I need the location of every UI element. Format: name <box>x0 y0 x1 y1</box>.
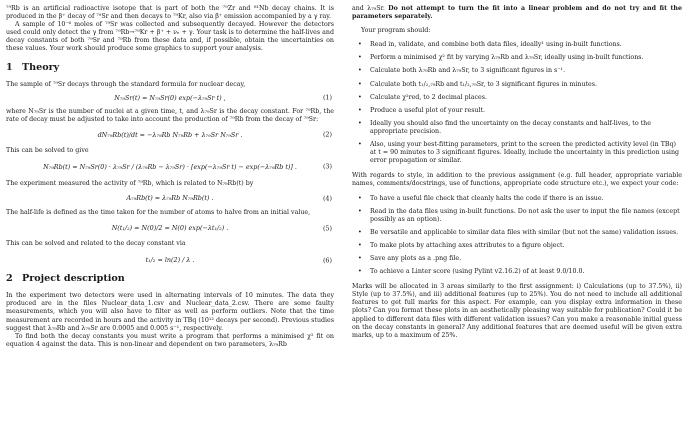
equation-6 <box>6 256 334 265</box>
section-heading-theory <box>6 62 334 74</box>
theory-paragraph-5: The half-life is defined as the time taken for the number of atoms to halve from an initial value, <box>6 209 311 217</box>
section-heading-project <box>6 273 334 285</box>
equation-5-number: (5) <box>322 224 332 233</box>
list-item: • Read in the data files using in-built functions. Do not ask the user to input the file names (except possibly as an option). <box>352 208 682 224</box>
section-number: 2 <box>6 273 13 285</box>
list-item: • Calculate both t₁/₂,₇₉Rb and t₁/₂,₇₉Sr, to 3 significant figures in minutes. <box>352 81 682 89</box>
equation-2-body: dN₇₉Rb(t)/dt = −λ₇₉Rb N₇₉Rb + λ₇₉Sr N₇₉Sr . <box>97 130 243 139</box>
theory-paragraph-4: The experiment measured the activity of ⁷⁹Rb, which is related to N₇₉Rb(t) by <box>6 179 254 187</box>
list-item: • Ideally you should also find the uncertainty on the decay constants and half-lives, to the appropriate precision. <box>352 120 682 136</box>
list-item: • To make plots by attaching axes attributes to a figure object. <box>352 242 682 250</box>
equation-6-body: t₁/₂ = ln(2) / λ . <box>145 256 195 265</box>
theory-paragraph-6: This can be solved and related to the decay constant via <box>6 240 186 248</box>
equation-6-number: (6) <box>322 256 332 265</box>
equation-3 <box>6 163 334 172</box>
section-title: Project description <box>22 273 125 285</box>
equation-4-body: A₇₉Rb(t) = λ₇₉Rb N₇₉Rb(t) . <box>126 194 214 203</box>
list-item: • Also, using your best-fitting parameters, print to the screen the predicted activity level (in TBq) at t = 90 minutes to 3 significant figures. Ideally, include the uncertainty in this prediction using error propagation or similar. <box>352 141 682 165</box>
equation-3-body: N₇₉Rb(t) = N₇₉Sr(0) · λ₇₉Sr / (λ₇₉Rb − λ₇₉Sr) · [exp(−λ₇₉Sr t) − exp(−λ₇₉Rb t)] . <box>43 162 297 171</box>
right-paragraph-3: With regards to style, in addition to the previous assignment (e.g. full header, appropriate variable names, comments/docstrings, use of functions, appropriate code structure etc.), we expect your code: <box>352 172 682 188</box>
intro-paragraph-1: ⁷⁹Rb is an artificial radioactive isotope that is part of both the ⁷⁹Zr and ⁸¹Nb decay chains. It is produced in the β⁺ decay of ⁷⁹Sr and then decays to ⁷⁹Kr, also via β⁺ emission accompanied by a γ ray. <box>6 5 334 21</box>
left-column <box>6 5 334 349</box>
theory-paragraph-3: This can be solved to give <box>6 146 89 154</box>
right-paragraph-1-text: and λ₇₉Sr. <box>352 5 389 12</box>
project-paragraph-1: In the experiment two detectors were used in alternating intervals of 10 minutes. The data they produced are in the files Nuclear_data_1.csv and Nuclear_data_2.csv. There are some faulty measurements, which you will also have to filter as well as perform outliers. Note that the time measurement are recorded in hours and the activity in TBq (10¹² decays per second). Previous studies suggest that λ₇₉Rb and λ₇₉Sr are 0.0005 and 0.005 s⁻¹, respectively. <box>6 292 334 332</box>
list-item: • Calculate both λ₇₉Rb and λ₇₉Sr, to 3 significant figures in s⁻¹. <box>352 67 682 75</box>
list-item: • Produce a useful plot of your result. <box>352 107 682 115</box>
right-column <box>352 5 682 340</box>
section-title: Theory <box>22 61 60 73</box>
right-paragraph-2: Your program should: <box>361 27 431 35</box>
right-paragraph-4: Marks will be allocated in 3 areas similarly to the first assignment: i) Calculations (up to 37.5%), ii) Style (up to 37.5%), and iii) additional features (up to 25%). You do not need to include all additional features to get full marks for this aspect. For example, can you display extra information in these plots? Can you format these plots in an aesthetically pleasing way suitable for publication? Could it be applied to different data files with different validation issues? Can you make a reasonable initial guess on the decay constants in general? Any additional features that are deemed useful will be given extra marks, up to a maximum of 25%. <box>352 283 682 339</box>
list-item: • Calculate χ²red, to 2 decimal places. <box>352 94 682 102</box>
requirements-list <box>352 41 682 165</box>
equation-4-number: (4) <box>322 194 332 203</box>
equation-2-number: (2) <box>322 130 332 139</box>
equation-2 <box>6 131 334 140</box>
equation-1-number: (1) <box>322 93 332 102</box>
right-paragraph-1-warning: Do not attempt to turn the fit into a linear problem and do not try and fit the parameters separately. <box>352 5 682 21</box>
theory-paragraph-2: where N₇₉Sr is the number of nuclei at a given time, t, and λ₇₉Sr is the decay constant. For ⁷⁹Rb, the rate of decay must be adjusted to take into account the production of ⁷⁹Rb from the decay of ⁷⁹Sr: <box>6 107 334 123</box>
style-list <box>352 195 682 277</box>
list-item: • Read in, validate, and combine both data files, ideally¹ using in-built functions. <box>352 41 682 49</box>
equation-5-body: N(t₁/₂) = N(0)/2 = N(0) exp(−λt₁/₂) . <box>111 224 229 233</box>
theory-paragraph-1: The sample of ⁷⁹Sr decays through the standard formula for nuclear decay, <box>6 80 246 88</box>
list-item: • To have a useful file check that cleanly halts the code if there is an issue. <box>352 195 682 203</box>
equation-3-number: (3) <box>322 162 332 171</box>
list-item: • Be versatile and applicable to similar data files with similar (but not the same) validation issues. <box>352 229 682 237</box>
equation-4 <box>6 194 334 203</box>
equation-1-body: N₇₉Sr(t) = N₇₉Sr(0) exp(−λ₇₉Sr t) , <box>114 93 226 102</box>
equation-1 <box>6 94 334 103</box>
project-paragraph-2: To find both the decay constants you must write a program that performs a minimised χ² fit on equation 4 against the data. This is non-linear and dependent on two parameters, λ₇₉Rb <box>6 332 334 348</box>
section-number: 1 <box>6 61 13 73</box>
equation-5 <box>6 224 334 233</box>
list-item: • Perform a minimised χ² fit by varying λ₇₉Rb and λ₇₉Sr, ideally using in-built functions. <box>352 54 682 62</box>
right-paragraph-1 <box>352 5 682 21</box>
list-item: • Save any plots as a .png file. <box>352 255 682 263</box>
list-item: • To achieve a Linter score (using Pylint v2.16.2) of at least 9.0/10.0. <box>352 268 682 276</box>
intro-paragraph-2: A sample of 10⁻⁶ moles of ⁷⁹Sr was collected and subsequently decayed. However the detectors used could only detect the γ from ⁷⁹Rb→⁷⁹Kr + β⁺ + νₑ + γ. Your task is to determine the half-lives and decay constants of both ⁷⁹Sr and ⁷⁹Rb from these data and, if possible, obtain the uncertainties on these values. Your work should produce some graphics to support your analysis. <box>6 21 334 53</box>
